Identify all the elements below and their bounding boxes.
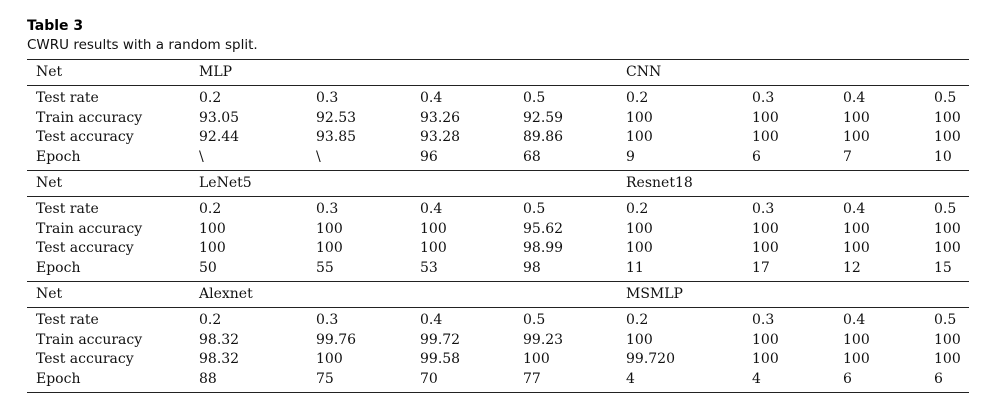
net-header-row: [27, 60, 969, 86]
table-cell: 12: [843, 259, 861, 276]
table-cell: 53: [420, 259, 438, 276]
table-cell: 0.4: [843, 90, 866, 106]
row-label: Test rate: [36, 312, 99, 328]
table-cell: 96: [420, 148, 438, 165]
net-name-right: MSMLP: [626, 286, 683, 302]
table-row: [27, 128, 969, 148]
table-cell: 100: [626, 129, 653, 145]
table-row: [27, 148, 969, 168]
row-label: Test rate: [36, 201, 99, 217]
table-cell: 75: [316, 370, 334, 387]
net-name-right: CNN: [626, 64, 662, 80]
row-label: Train accuracy: [36, 220, 143, 237]
table-cell: 98.32: [199, 331, 240, 348]
table-cell: 7: [843, 148, 852, 165]
table-cell: 100: [934, 351, 961, 367]
table-cell: 100: [843, 220, 870, 237]
table-caption-text: CWRU results with a random split.: [27, 37, 258, 53]
table-cell: 0.4: [843, 312, 866, 328]
table-cell: 6: [843, 370, 852, 387]
table-cell: \: [199, 148, 204, 165]
row-label: Epoch: [36, 370, 81, 387]
table-cell: 4: [752, 370, 761, 387]
table-cell: 89.86: [523, 129, 564, 145]
table-cell: 100: [752, 220, 779, 237]
table-cell: 0.3: [752, 201, 775, 217]
table-cell: 0.5: [523, 90, 546, 106]
net-header-row: [27, 282, 969, 308]
table-cell: 0.5: [934, 90, 957, 106]
table-cell: 70: [420, 370, 438, 387]
row-label: Train accuracy: [36, 109, 143, 126]
row-label: Epoch: [36, 259, 81, 276]
table-cell: 100: [934, 240, 961, 256]
row-label: Test accuracy: [36, 351, 134, 367]
table-body: [27, 308, 969, 392]
net-label: Net: [36, 286, 63, 302]
net-name-right: Resnet18: [626, 175, 693, 191]
table-cell: 9: [626, 148, 635, 165]
table-row: [27, 350, 969, 370]
row-label: Test accuracy: [36, 129, 134, 145]
table-cell: 55: [316, 259, 334, 276]
table-cell: 100: [752, 109, 779, 126]
table-cell: 100: [626, 109, 653, 126]
table-row: [27, 109, 969, 129]
table-cell: 0.5: [523, 312, 546, 328]
table-cell: 93.28: [420, 129, 461, 145]
table-block: [27, 59, 969, 170]
row-label: Train accuracy: [36, 331, 143, 348]
table-caption: [27, 17, 258, 54]
table-cell: 100: [199, 240, 226, 256]
table-block: [27, 170, 969, 281]
table-cell: 0.5: [523, 201, 546, 217]
table-cell: 92.44: [199, 129, 240, 145]
table-body: [27, 197, 969, 281]
table-cell: 99.720: [626, 351, 675, 367]
table-cell: 100: [752, 240, 779, 256]
net-name-left: MLP: [199, 64, 233, 80]
table-cell: 17: [752, 259, 770, 276]
table-cell: 15: [934, 259, 952, 276]
table-cell: 100: [316, 240, 343, 256]
table-cell: 0.2: [199, 201, 222, 217]
table-cell: 0.2: [626, 312, 649, 328]
table-cell: 0.3: [752, 90, 775, 106]
table-cell: 100: [752, 129, 779, 145]
table-row: [27, 259, 969, 279]
table-block: [27, 281, 969, 393]
table-cell: 0.4: [420, 201, 443, 217]
table-cell: 93.85: [316, 129, 357, 145]
table-cell: 100: [420, 240, 447, 256]
net-name-left: Alexnet: [199, 286, 253, 302]
table-row: [27, 200, 969, 220]
table-row: [27, 311, 969, 331]
table-label: Table 3: [27, 18, 84, 34]
table-cell: 100: [843, 351, 870, 367]
table-cell: 100: [843, 109, 870, 126]
table-cell: 95.62: [523, 220, 564, 237]
table-cell: 0.3: [316, 90, 339, 106]
table-row: [27, 89, 969, 109]
table-cell: 100: [316, 220, 343, 237]
table-cell: 99.76: [316, 331, 357, 348]
table-cell: 0.2: [626, 201, 649, 217]
table-cell: \: [316, 148, 321, 165]
table-cell: 100: [934, 109, 961, 126]
table-cell: 98.32: [199, 351, 240, 367]
table-cell: 0.4: [420, 90, 443, 106]
table-cell: 4: [626, 370, 635, 387]
table-cell: 100: [626, 240, 653, 256]
table-cell: 100: [843, 240, 870, 256]
results-table: [27, 59, 969, 393]
table-row: [27, 370, 969, 390]
table-cell: 100: [626, 331, 653, 348]
table-row: [27, 220, 969, 240]
net-label: Net: [36, 175, 63, 191]
table-cell: 100: [420, 220, 447, 237]
table-cell: 99.23: [523, 331, 564, 348]
table-cell: 0.4: [843, 201, 866, 217]
table-cell: 100: [934, 331, 961, 348]
table-cell: 93.05: [199, 109, 240, 126]
table-cell: 100: [934, 129, 961, 145]
table-row: [27, 239, 969, 259]
net-header-row: [27, 171, 969, 197]
table-cell: 100: [626, 220, 653, 237]
table-cell: 99.72: [420, 331, 461, 348]
table-cell: 98: [523, 259, 541, 276]
net-label: Net: [36, 64, 63, 80]
table-cell: 77: [523, 370, 541, 387]
table-cell: 10: [934, 148, 952, 165]
table-cell: 100: [934, 220, 961, 237]
table-cell: 6: [934, 370, 943, 387]
table-cell: 100: [843, 331, 870, 348]
table-cell: 68: [523, 148, 541, 165]
table-cell: 0.5: [934, 312, 957, 328]
table-row: [27, 331, 969, 351]
table-cell: 100: [523, 351, 550, 367]
table-cell: 100: [752, 351, 779, 367]
table-cell: 50: [199, 259, 217, 276]
table-cell: 93.26: [420, 109, 461, 126]
table-cell: 100: [843, 129, 870, 145]
table-cell: 0.5: [934, 201, 957, 217]
table-cell: 100: [316, 351, 343, 367]
net-name-left: LeNet5: [199, 175, 252, 191]
table-cell: 0.3: [752, 312, 775, 328]
table-body: [27, 86, 969, 170]
row-label: Test rate: [36, 90, 99, 106]
table-cell: 98.99: [523, 240, 564, 256]
table-cell: 11: [626, 259, 644, 276]
table-cell: 0.3: [316, 201, 339, 217]
table-cell: 0.3: [316, 312, 339, 328]
table-cell: 88: [199, 370, 217, 387]
table-cell: 6: [752, 148, 761, 165]
row-label: Epoch: [36, 148, 81, 165]
table-cell: 0.2: [199, 90, 222, 106]
table-cell: 99.58: [420, 351, 461, 367]
table-cell: 100: [752, 331, 779, 348]
table-cell: 92.53: [316, 109, 357, 126]
table-cell: 0.2: [626, 90, 649, 106]
table-cell: 100: [199, 220, 226, 237]
table-cell: 92.59: [523, 109, 564, 126]
row-label: Test accuracy: [36, 240, 134, 256]
table-cell: 0.4: [420, 312, 443, 328]
table-cell: 0.2: [199, 312, 222, 328]
